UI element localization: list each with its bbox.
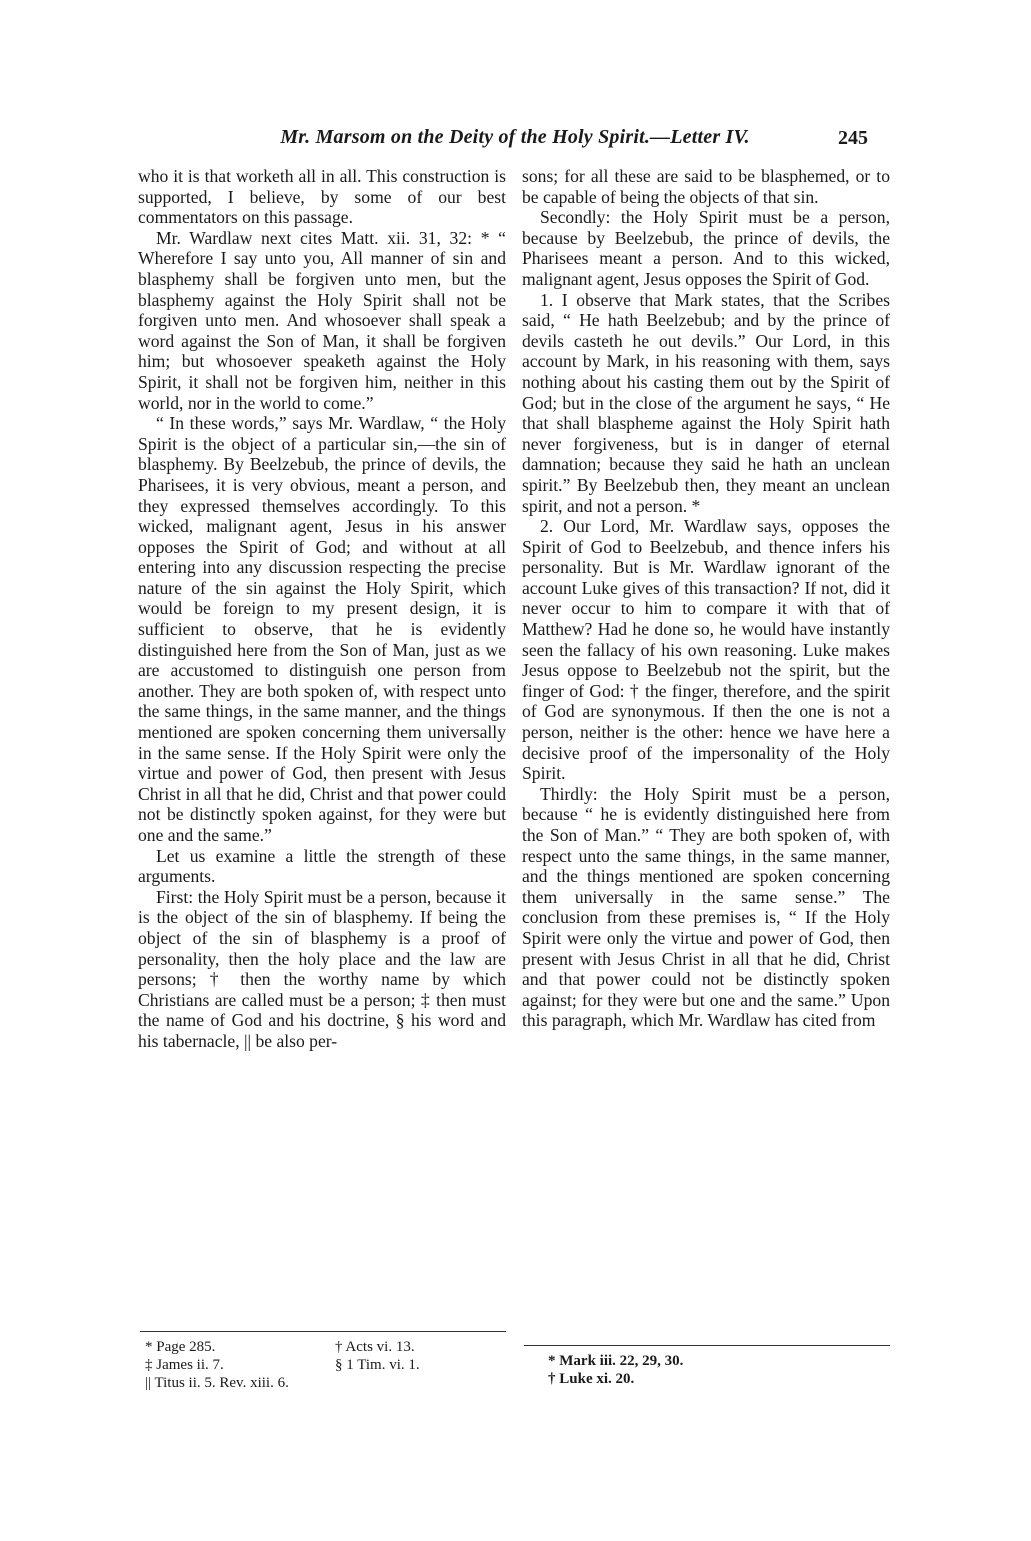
paragraph: who it is that worketh all in all. This construction is supported, I believe, by some of our best commentators on this passage. bbox=[138, 166, 506, 228]
footnote-divider bbox=[524, 1345, 890, 1346]
footnotes-left bbox=[145, 1338, 505, 1392]
left-column bbox=[138, 166, 506, 1052]
footnote: * Page 285. bbox=[145, 1339, 216, 1355]
footnote: † Acts vi. 13. bbox=[335, 1339, 415, 1355]
paragraph: Let us examine a little the strength of these arguments. bbox=[138, 845, 506, 887]
paragraph: Secondly: the Holy Spirit must be a person, because by Beelzebub, the prince of devils, the Pharisees meant a person. And to this wicked, malignant agent, Jesus opposes the Spirit of God. bbox=[522, 207, 890, 289]
paragraph: Mr. Wardlaw next cites Matt. xii. 31, 32: * “ Wherefore I say unto you, All manner of sin and blasphemy shall be forgiven unto men, but the blasphemy against the Holy Spirit shall not be forgiven unto men. And whosoever shall speak a word against the Son of Man, it shall be forgiven him; but whosoever speaketh against the Holy Spirit, it shall not be forgiven him, neither in this world, nor in the world to come.” bbox=[138, 227, 506, 413]
paragraph: 1. I observe that Mark states, that the Scribes said, “ He hath Beelzebub; and by the prince of devils casteth he out devils.” Our Lord, in this account by Mark, in his reasoning with them, says nothing about his casting them out by the Spirit of God; but in the close of the argument he says, “ He that shall blaspheme against the Holy Spirit hath never forgiveness, but is in danger of eternal damnation; because they said he hath an unclean spirit.” By Beelzebub then, they meant an unclean spirit, and not a person. * bbox=[522, 289, 890, 516]
running-title: Mr. Marsom on the Deity of the Holy Spirit.—Letter IV. bbox=[280, 126, 750, 148]
footnote: * Mark iii. 22, 29, 30. bbox=[548, 1353, 684, 1369]
footnotes-right bbox=[548, 1352, 878, 1388]
footnote: § 1 Tim. vi. 1. bbox=[335, 1357, 420, 1373]
footnote-divider bbox=[140, 1331, 506, 1332]
footnote: ‡ James ii. 7. bbox=[145, 1357, 224, 1373]
footnote-row bbox=[145, 1338, 505, 1356]
footnote: || Titus ii. 5. Rev. xiii. 6. bbox=[145, 1375, 289, 1391]
paragraph: “ In these words,” says Mr. Wardlaw, “ the Holy Spirit is the object of a particular sin,—the sin of blasphemy. By Beelzebub, the prince of devils, the Pharisees, it is very obvious, meant a person, and they expressed themselves accordingly. To this wicked, malignant agent, Jesus in his answer opposes the Spirit of God; and without at all entering into any discussion respecting the precise nature of the sin against the Holy Spirit, which would be foreign to my present design, it is sufficient to observe, that he is evidently distinguished here from the Son of Man, just as we are accustomed to distinguish one person from another. They are both spoken of, with respect unto the same things, in the same manner, and the things mentioned are spoken concerning them universally in the same sense. If the Holy Spirit were only the virtue and power of God, then present with Jesus Christ in all that he did, Christ and that power could not be distinctly spoken against, for they were but one and the same.” bbox=[138, 413, 506, 845]
footnote: † Luke xi. 20. bbox=[548, 1371, 635, 1387]
footnote-row bbox=[145, 1356, 505, 1374]
paragraph: First: the Holy Spirit must be a person, because it is the object of the sin of blasphemy. If being the object of the sin of blasphemy is a proof of personality, then the holy place and the law are persons; † then the worthy name by which Christians are called must be a person; ‡ then must the name of God and his doctrine, § his word and his tabernacle, || be also per- bbox=[138, 886, 506, 1051]
footnote-row bbox=[145, 1374, 505, 1392]
paragraph: sons; for all these are said to be blasphemed, or to be capable of being the objects of that sin. bbox=[522, 166, 890, 207]
page-number: 245 bbox=[838, 127, 868, 149]
paragraph: Thirdly: the Holy Spirit must be a person, because “ he is evidently distinguished here from the Son of Man.” “ They are both spoken of, with respect unto the same things, in the same manner, and the things mentioned are spoken concerning them universally in the same sense.” The conclusion from these premises is, “ If the Holy Spirit were only the virtue and power of God, then present with Jesus Christ in all that he did, Christ and that power could not be distinctly spoken against; for they were but one and the same.” Upon this paragraph, which Mr. Wardlaw has cited from bbox=[522, 783, 890, 1031]
right-column bbox=[522, 166, 890, 1031]
paragraph: 2. Our Lord, Mr. Wardlaw says, opposes the Spirit of God to Beelzebub, and thence infers his personality. But is Mr. Wardlaw ignorant of the account Luke gives of this transaction? If not, did it never occur to him to compare it with that of Matthew? Had he done so, he would have instantly seen the fallacy of his own reasoning. Luke makes Jesus oppose to Beelzebub not the spirit, but the finger of God: † the finger, therefore, and the spirit of God are synonymous. If then the one is not a person, neither is the other: hence we have here a decisive proof of the impersonality of the Holy Spirit. bbox=[522, 516, 890, 784]
